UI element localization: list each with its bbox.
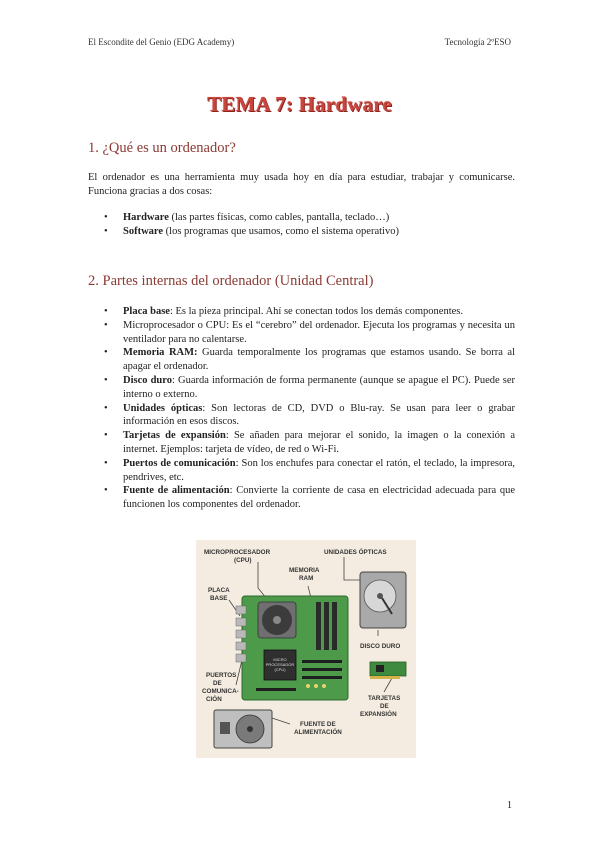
list-term: Placa base xyxy=(123,306,170,317)
list-term: Tarjetas de expansión xyxy=(123,430,226,442)
list-term: Fuente de alimentación xyxy=(123,485,230,497)
list-text: Guarda temporalmente los programas que estamos usando. Se borra al apagar el ordenador. xyxy=(123,347,515,373)
list-text: : Guarda información de forma permanente (aunque se apague el PC). Puede ser interno o externo. xyxy=(123,374,515,400)
label-motherboard: PLACA BASE xyxy=(208,587,230,602)
list-text: : Son los enchufes para conectar el ratón, el teclado, la impresora, pendrives, etc. xyxy=(123,457,515,483)
list-item xyxy=(88,346,515,374)
list-text: : Se añaden para mejorar el sonido, la imagen o la conexión a internet. Ejemplos: tarjeta de vídeo, de red o Wi-Fi. xyxy=(123,430,516,455)
label-optical: UNIDADES ÓPTICAS xyxy=(324,549,387,556)
section2-list xyxy=(88,305,515,512)
list-term: Memoria RAM: xyxy=(123,347,198,359)
header-left: El Escondite del Genio (EDG Academy) xyxy=(88,37,235,47)
list-term: Software xyxy=(123,225,164,237)
list-item xyxy=(88,429,515,457)
label-psu: FUENTE DE ALIMENTACIÓN xyxy=(294,721,342,736)
page-title: TEMA 7: Hardware xyxy=(207,92,392,116)
list-term: Hardware xyxy=(123,212,169,223)
hardware-illustration xyxy=(196,540,416,758)
list-item xyxy=(88,211,515,225)
header-right: Tecnología 2ºESO xyxy=(444,37,511,47)
list-term: Disco duro xyxy=(123,374,172,386)
list-text: (las partes físicas, como cables, pantalla, teclado…) xyxy=(168,212,390,223)
page-number: 1 xyxy=(507,800,512,811)
chip-label: MICRO PROCESADOR (CPU) xyxy=(265,657,295,672)
list-item xyxy=(88,402,515,430)
section2-heading: 2. Partes internas del ordenador (Unidad Central) xyxy=(88,273,374,289)
label-cpu: MICROPROCESADOR (CPU) xyxy=(204,549,271,564)
list-item xyxy=(88,484,515,512)
list-item xyxy=(88,225,515,239)
power-supply-icon xyxy=(214,710,272,748)
list-text: (los programas que usamos, como el sistema operativo) xyxy=(163,225,399,237)
label-hdd: DISCO DURO xyxy=(360,643,401,650)
list-item xyxy=(88,305,515,319)
motherboard-icon xyxy=(236,596,348,700)
label-ram: MEMORIA RAM xyxy=(289,567,320,582)
hard-drive-icon xyxy=(360,572,406,628)
list-text: Microprocesador o CPU: Es el “cerebro” del ordenador. Ejecuta los programas y necesita un ventilador para no calentarse. xyxy=(123,319,515,345)
list-item xyxy=(88,457,515,485)
list-text: : Son lectoras de CD, DVD o Blu-ray. Se usan para leer o grabar información en esos discos. xyxy=(123,402,516,428)
label-cards: TARJETAS DE EXPANSIÓN xyxy=(360,695,401,718)
section1-heading: 1. ¿Qué es un ordenador? xyxy=(88,140,236,156)
list-term: Unidades ópticas xyxy=(123,402,203,414)
hardware-diagram xyxy=(196,540,416,758)
list-text: : Convierte la corriente de casa en electricidad adecuada para que funcionen los componentes del ordenador. xyxy=(123,485,515,511)
list-item xyxy=(88,319,515,347)
list-term: Puertos de comunicación xyxy=(123,457,236,469)
section1-intro: El ordenador es una herramienta muy usada hoy en día para estudiar, trabajar y comunicarse. Funciona gracias a dos cosas: xyxy=(88,172,515,197)
label-ports: PUERTOS DE COMUNICA-CIÓN xyxy=(202,672,239,703)
list-item xyxy=(88,374,515,402)
expansion-card-icon xyxy=(370,662,406,679)
section1-list xyxy=(88,211,515,239)
list-text: : Es la pieza principal. Ahí se conectan todos los demás componentes. xyxy=(169,306,463,317)
